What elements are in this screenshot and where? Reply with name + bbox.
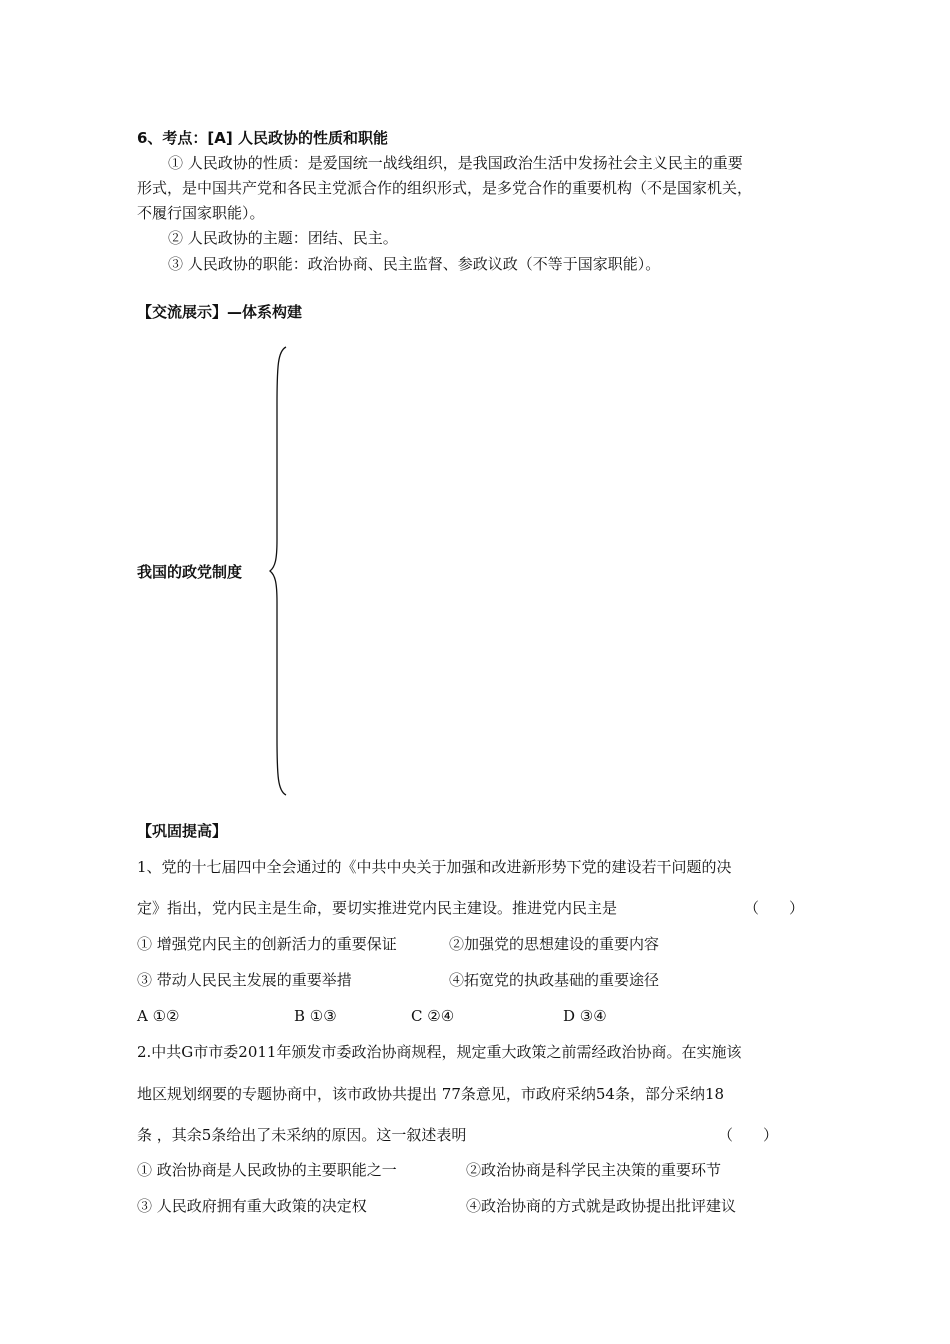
q1-choice-c: C ②④: [411, 1007, 455, 1025]
paragraph-theme: ② 人民政协的主题：团结、民主。: [168, 229, 398, 247]
exchange-heading: 【交流展示】—体系构建: [137, 303, 303, 321]
q1-answer-paren: （ ）: [744, 899, 805, 917]
q2-option-3: ③ 人民政府拥有重大政策的决定权: [137, 1197, 367, 1215]
q2-line1: 2.中共G市市委2011年颁发市委政治协商规程，规定重大政策之前需经政治协商。在实施该: [137, 1043, 742, 1061]
brace-label: 我国的政党制度: [137, 563, 243, 581]
q2-line2: 地区规划纲要的专题协商中，该市政协共提出 77条意见，市政府采纳54条，部分采纳18: [137, 1085, 725, 1103]
q2-line3: 条 ，其余5条给出了未采纳的原因。这一叙述表明: [137, 1126, 467, 1144]
paragraph-nature-line2: 形式，是中国共产党和各民主党派合作的组织形式，是多党合作的重要机构（不是国家机关，: [137, 179, 753, 197]
q1-choice-d: D ③④: [563, 1007, 607, 1025]
q2-answer-paren: （ ）: [718, 1126, 779, 1144]
q2-option-2: ②政治协商是科学民主决策的重要环节: [466, 1161, 722, 1179]
curly-brace: [268, 345, 292, 797]
q1-option-2: ②加强党的思想建设的重要内容: [449, 935, 660, 953]
consolidate-heading: 【巩固提高】: [137, 822, 228, 840]
paragraph-nature-line1: ① 人民政协的性质：是爱国统一战线组织，是我国政治生活中发扬社会主义民主的重要: [168, 154, 743, 172]
q1-choice-b: B ①③: [294, 1007, 337, 1025]
q2-option-4: ④政治协商的方式就是政协提出批评建议: [466, 1197, 737, 1215]
q1-line1: 1、党的十七届四中全会通过的《中共中央关于加强和改进新形势下党的建设若干问题的决: [137, 858, 732, 876]
q2-option-1: ① 政治协商是人民政协的主要职能之一: [137, 1161, 397, 1179]
q1-line2: 定》指出，党内民主是生命，要切实推进党内民主建设。推进党内民主是: [137, 899, 618, 917]
q1-choice-a: A ①②: [137, 1007, 180, 1025]
q1-option-3: ③ 带动人民民主发展的重要举措: [137, 971, 352, 989]
paragraph-function: ③ 人民政协的职能：政治协商、民主监督、参政议政（不等于国家职能）。: [168, 255, 661, 273]
q1-option-1: ① 增强党内民主的创新活力的重要保证: [137, 935, 397, 953]
paragraph-nature-line3: 不履行国家职能）。: [137, 204, 265, 222]
q1-option-4: ④拓宽党的执政基础的重要途径: [449, 971, 660, 989]
section-heading: 6、考点：[A] 人民政协的性质和职能: [137, 129, 388, 147]
